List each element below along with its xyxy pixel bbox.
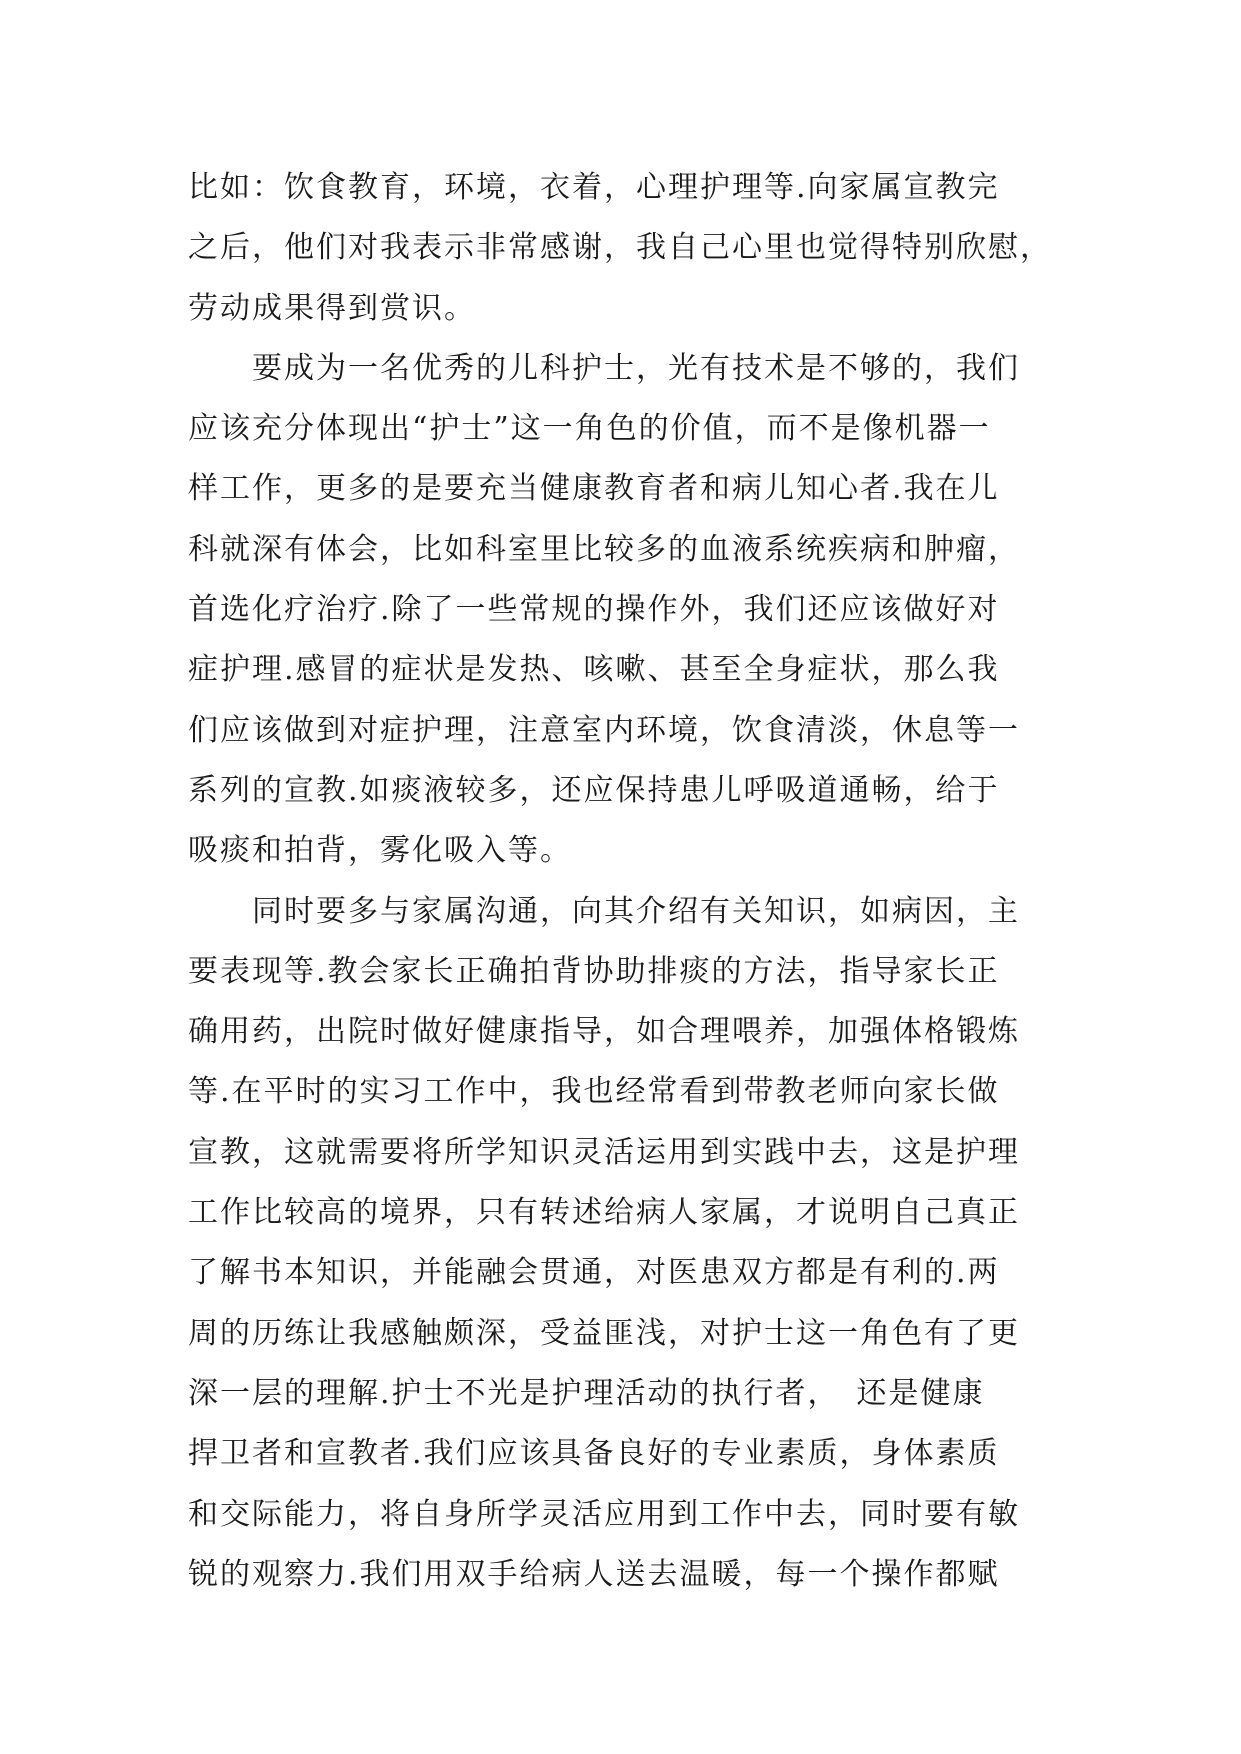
text-line: 锐的观察力.我们用双手给病人送去温暖，每一个操作都赋 [188, 1556, 1000, 1592]
text-line: 科就深有体会，比如科室里比较多的血液系统疾病和肿瘤， [188, 531, 1020, 567]
text-line: 吸痰和拍背，雾化吸入等。 [188, 833, 572, 869]
text-line: 和交际能力，将自身所学灵活应用到工作中去，同时要有敏 [188, 1496, 1020, 1532]
text-line: 周的历练让我感触颇深，受益匪浅，对护士这一角色有了更 [188, 1315, 1020, 1351]
text-line: 劳动成果得到赏识。 [188, 290, 476, 326]
text-line: 要成为一名优秀的儿科护士，光有技术是不够的，我们 [188, 350, 1020, 386]
text-line: 等.在平时的实习工作中，我也经常看到带教老师向家长做 [188, 1074, 1000, 1110]
text-line: 深一层的理解.护士不光是护理活动的执行者， 还是健康 [188, 1375, 985, 1411]
text-line: 捍卫者和宣教者.我们应该具备良好的专业素质，身体素质 [188, 1436, 1000, 1472]
text-line: 同时要多与家属沟通，向其介绍有关知识，如病因，主 [188, 893, 1020, 929]
text-line: 了解书本知识，并能融会贯通，对医患双方都是有利的.两 [188, 1255, 1000, 1291]
text-line: 系列的宣教.如痰液较多，还应保持患儿呼吸道通畅，给于 [188, 772, 1000, 808]
text-line: 样工作，更多的是要充当健康教育者和病儿知心者.我在儿 [188, 471, 1000, 507]
text-line: 之后，他们对我表示非常感谢，我自己心里也觉得特别欣慰， [188, 230, 1052, 266]
text-line: 确用药，出院时做好健康指导，如合理喂养，加强体格锻炼 [188, 1014, 1020, 1050]
text-line: 宣教，这就需要将所学知识灵活运用到实践中去，这是护理 [188, 1134, 1020, 1170]
text-line: 要表现等.教会家长正确拍背协助排痰的方法，指导家长正 [188, 953, 1000, 989]
text-line: 应该充分体现出“护士”这一角色的价值，而不是像机器一 [188, 411, 991, 447]
text-line: 工作比较高的境界，只有转述给病人家属，才说明自己真正 [188, 1195, 1020, 1231]
text-line: 比如：饮食教育，环境，衣着，心理护理等.向家属宣教完 [188, 170, 1000, 205]
text-line: 症护理.感冒的症状是发热、咳嗽、甚至全身症状，那么我 [188, 652, 1000, 688]
text-line: 首选化疗治疗.除了一些常规的操作外，我们还应该做好对 [188, 592, 1000, 628]
body-text [188, 158, 1068, 1605]
text-line: 们应该做到对症护理，注意室内环境，饮食清淡，休息等一 [188, 712, 1020, 748]
